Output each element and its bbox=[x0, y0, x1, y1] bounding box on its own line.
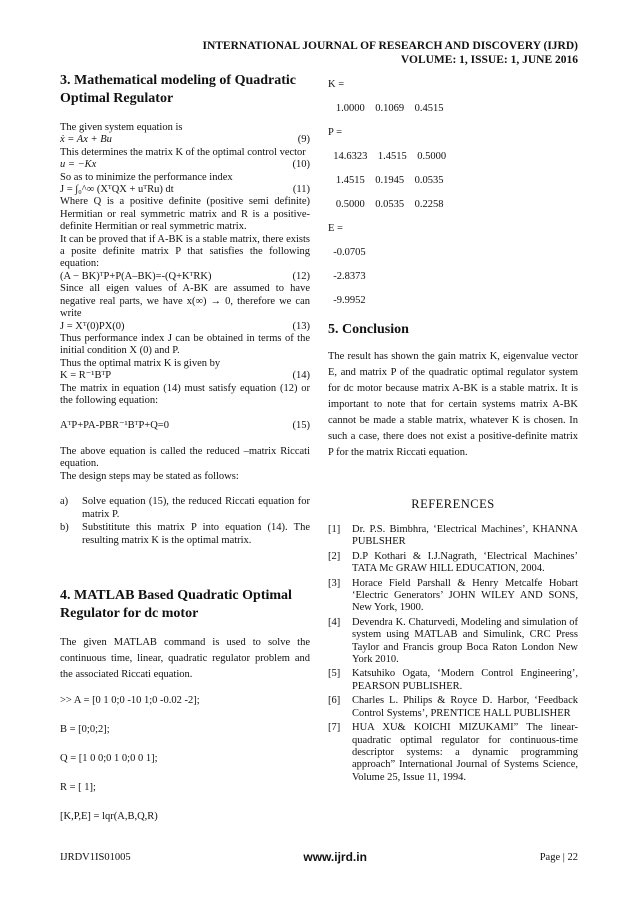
volume-issue: VOLUME: 1, ISSUE: 1, JUNE 2016 bbox=[400, 54, 578, 66]
code-line: Q = [1 0 0;0 1 0;0 0 1]; bbox=[60, 752, 158, 764]
k-label: K = bbox=[328, 79, 345, 90]
paragraph: Where Q is a positive definite (positive semi definite) Hermitian or real symmetric matrix and R is a positive-definite Hermitian or real symmetric matrix. bbox=[60, 196, 310, 233]
section-4-heading: 4. MATLAB Based Quadratic Optimal Regulator for dc motor bbox=[60, 587, 292, 621]
reference-item: [6] Charles L. Philips & Royce D. Harbor, ‘Feedback Control Systems’, PRENTICE HALL PUBLISHER bbox=[328, 695, 578, 719]
running-header bbox=[38, 39, 578, 67]
p-matrix-row: 14.6323 1.4515 0.5000 bbox=[328, 151, 447, 162]
equation-13: J = Xᵀ(0)PX(0) (13) bbox=[60, 320, 310, 332]
e-vector-row: -2.8373 bbox=[328, 271, 366, 282]
list-item: a) Solve equation (15), the reduced Riccati equation for matrix P. bbox=[60, 495, 310, 520]
section-3-heading: 3. Mathematical modeling of Quadratic Optimal Regulator bbox=[60, 73, 297, 106]
paragraph: The design steps may be stated as follows: bbox=[60, 470, 239, 482]
left-column bbox=[60, 72, 310, 823]
equation-10: u = −Kx (10) bbox=[60, 159, 310, 171]
page-number: Page | 22 bbox=[539, 851, 578, 863]
conclusion-paragraph: The result has shown the gain matrix K, eigenvalue vector E, and matrix P of the quadratic optimal regulator system for dc motor because matrix A-BK is a stable matrix. It is important to note that for certain systems matrix A-BK cannot be made a stable matrix, whatever K is chosen. In such a case, there does not exist a positive-definite matrix P for the matrix Riccati equation. bbox=[328, 351, 578, 458]
code-line: R = [ 1]; bbox=[60, 781, 96, 793]
references-heading: REFERENCES bbox=[411, 497, 495, 511]
page-footer bbox=[60, 850, 578, 864]
design-steps-list bbox=[60, 495, 310, 547]
e-vector-row: -0.0705 bbox=[328, 247, 366, 258]
code-line: B = [0;0;2]; bbox=[60, 723, 110, 735]
paragraph: Since all eigen values of A-BK are assumed to have negative real parts, we have x(∞) → 0, therefore we can write bbox=[60, 283, 310, 320]
e-label: E = bbox=[328, 223, 343, 234]
paragraph: This determines the matrix K of the optimal control vector bbox=[60, 146, 306, 158]
paragraph: The given MATLAB command is used to solve the continuous time, linear, quadratic regulator problem and the associated Riccati equation. bbox=[60, 636, 310, 680]
k-matrix-row: 1.0000 0.1069 0.4515 bbox=[328, 103, 444, 114]
journal-name: INTERNATIONAL JOURNAL OF RESEARCH AND DISCOVERY (IJRD) bbox=[202, 40, 578, 52]
reference-item: [5] Katsuhiko Ogata, ‘Modern Control Engineering’, PEARSON PUBLISHER. bbox=[328, 668, 578, 692]
p-label: P = bbox=[328, 127, 342, 138]
paragraph: The matrix in equation (14) must satisfy equation (12) or the following equation: bbox=[60, 382, 310, 406]
equation-15: AᵀP+PA-PBR⁻¹BᵀP+Q=0 (15) bbox=[60, 420, 310, 432]
code-line: >> A = [0 1 0;0 -10 1;0 -0.02 -2]; bbox=[60, 694, 200, 706]
paragraph: So as to minimize the performance index bbox=[60, 171, 233, 183]
paragraph: The given system equation is bbox=[60, 122, 183, 133]
code-line: [K,P,E] = lqr(A,B,Q,R) bbox=[60, 810, 158, 822]
website-link[interactable]: www.ijrd.in bbox=[303, 850, 367, 864]
references-list bbox=[328, 524, 578, 784]
section-5-heading: 5. Conclusion bbox=[328, 322, 409, 337]
paragraph: The above equation is called the reduced –matrix Riccati equation. bbox=[60, 445, 310, 470]
paper-id: IJRDV1IS01005 bbox=[60, 851, 131, 863]
equation-11: J = ∫₀^∞ (XᵀQX + uᵀRu) dt (11) bbox=[60, 184, 310, 196]
reference-item: [4] Devendra K. Chaturvedi, Modeling and simulation of system using MATLAB and Simulink, CRC Press Taylor and Francis group Boca Raton London New York 2010. bbox=[328, 616, 578, 666]
reference-item: [2] D.P Kothari & I.J.Nagrath, ‘Electrical Machines’ TATA Mc GRAW HILL EDUCATION, 2004. bbox=[328, 550, 578, 575]
paragraph: It can be proved that if A-BK is a stable matrix, there exists a posite definite matrix P that satisfies the following equation: bbox=[60, 233, 310, 270]
paragraph: Thus performance index J can be obtained in terms of the initial condition X (0) and P. bbox=[60, 332, 310, 357]
p-matrix-row: 0.5000 0.0535 0.2258 bbox=[328, 199, 444, 210]
right-column bbox=[328, 79, 578, 786]
p-matrix-row: 1.4515 0.1945 0.0535 bbox=[328, 175, 444, 186]
reference-item: [1] Dr. P.S. Bimbhra, ‘Electrical Machines’, KHANNA PUBLSHER bbox=[328, 524, 578, 548]
equation-14: K = R⁻¹BᵀP (14) bbox=[60, 370, 310, 382]
reference-item: [7] HUA XU& KOICHI MIZUKAMI” The linear-quadratic optimal regulator for continuous-time descriptor systems: a dynamic programming approach” International Journal of Systems Science, Volume 25, Issue 11, 1994. bbox=[328, 722, 578, 783]
paragraph: Thus the optimal matrix K is given by bbox=[60, 357, 221, 369]
equation-12: (A − BK)ᵀP+P(A–BK)=-(Q+KᵀRK) (12) bbox=[60, 270, 310, 282]
e-vector-row: -9.9952 bbox=[328, 295, 366, 306]
reference-item: [3] Horace Field Parshall & Henry Metcalfe Hobart ‘Electric Generators’ JOHN WILEY AND SONS, New York, 1900. bbox=[328, 577, 578, 614]
equation-9: ẋ = Ax + Bu (9) bbox=[60, 134, 310, 146]
list-item: b) Substititute this matrix P into equation (14). The resulting matrix K is the optimal matrix. bbox=[60, 521, 310, 546]
